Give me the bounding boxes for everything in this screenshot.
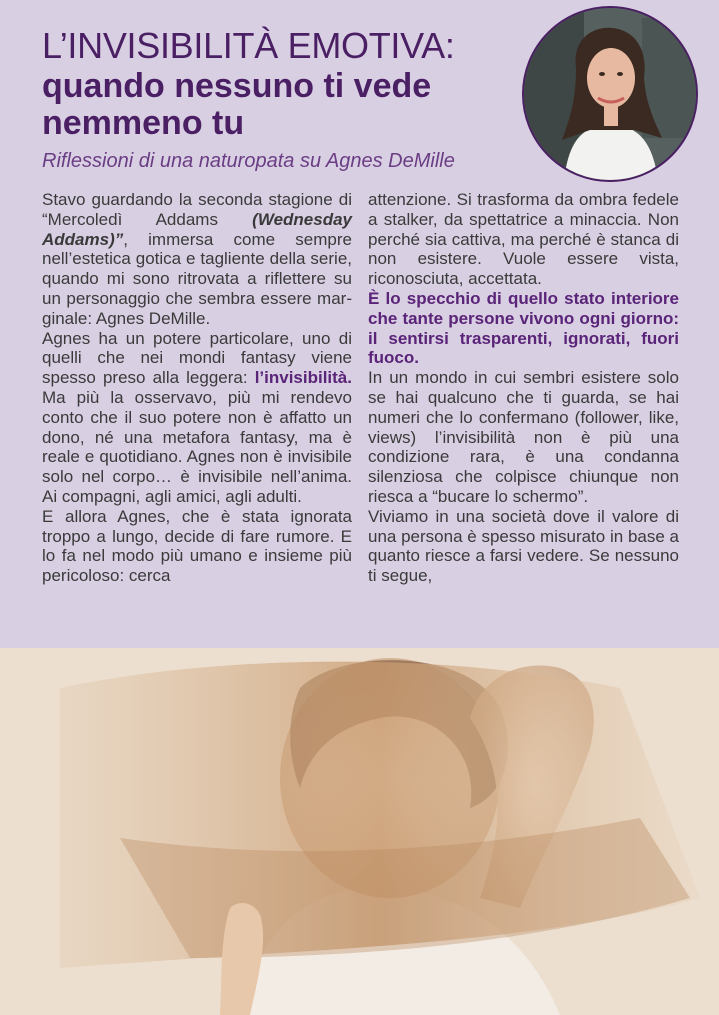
paragraph-text: , immersa come sempre nell’estetica gotica e tagliente della serie, quando mi sono ritrovata a riflettere su un personaggio che sembra essere marginale: Agnes DeMille. bbox=[42, 229, 352, 328]
author-portrait bbox=[522, 6, 698, 182]
series-title: (Wednesday Addams)” bbox=[42, 209, 352, 249]
article-subtitle: Riflessioni di una naturopata su Agnes DeMille bbox=[42, 150, 455, 172]
woman-behind-veil-image bbox=[0, 648, 719, 1015]
article-title: L’INVISIBILITÀ EMOTIVA: bbox=[42, 25, 455, 66]
paragraph: E allora Agnes, che è stata ignorata troppo a lungo, decide di fare rumore. E lo fa nel modo più umano e insieme più pericoloso: cerca bbox=[42, 506, 352, 586]
paragraph: In un mondo in cui sembri esistere solo se hai qualcuno che ti guarda, se hai numeri che lo confermano (follower, like, views) l’invisibilità non è più una condizione rara, è una condanna silenziosa che colpisce chiunque non riesca a “bucare lo schermo”. bbox=[368, 368, 679, 506]
title-line-2: quando nessuno ti vede bbox=[42, 67, 432, 105]
article-column-right bbox=[368, 190, 679, 586]
author-portrait-image bbox=[524, 8, 696, 180]
paragraph-text: Agnes ha un potere particolare, uno di quelli che nei mondi fantasy viene spesso preso alla leggera: bbox=[42, 328, 352, 388]
paragraph-text: Ma più la osservavo, più mi rendevo conto che il suo potere non è affatto un dono, né una metafora fantasy, ma è reale e quotidiano. Agnes non è invisibile solo nel corpo… è invisibile nell’anima. Ai compagni, agli amici, agli adulti. bbox=[42, 387, 352, 506]
article-column-left bbox=[42, 190, 352, 586]
highlight-paragraph: È lo specchio di quello stato interiore che tante persone vivono ogni giorno: il sentirsi trasparenti, ignorati, fuori fuoco. bbox=[368, 288, 679, 368]
paragraph bbox=[42, 329, 352, 507]
paragraph: attenzione. Si trasforma da ombra fedele a stalker, da spettatrice a minaccia. Non perché sia cattiva, ma perché è stanca di non esistere. Vuole essere vista, riconosciuta, accettata. bbox=[368, 190, 679, 289]
highlight-invisibility: l’invisibilità. bbox=[254, 368, 352, 388]
title-line-3: nemmeno tu bbox=[42, 104, 245, 142]
article-photo bbox=[0, 648, 719, 1015]
paragraph: Viviamo in una società dove il valore di una persona è spesso misurato in base a quanto riesce a farsi vedere. Se nessuno ti segue, bbox=[368, 506, 679, 586]
paragraph-text: Stavo guardando la seconda stagione di “Mercoledì Addams bbox=[42, 190, 352, 229]
paragraph bbox=[42, 190, 352, 329]
article-title-subheading bbox=[42, 68, 512, 142]
